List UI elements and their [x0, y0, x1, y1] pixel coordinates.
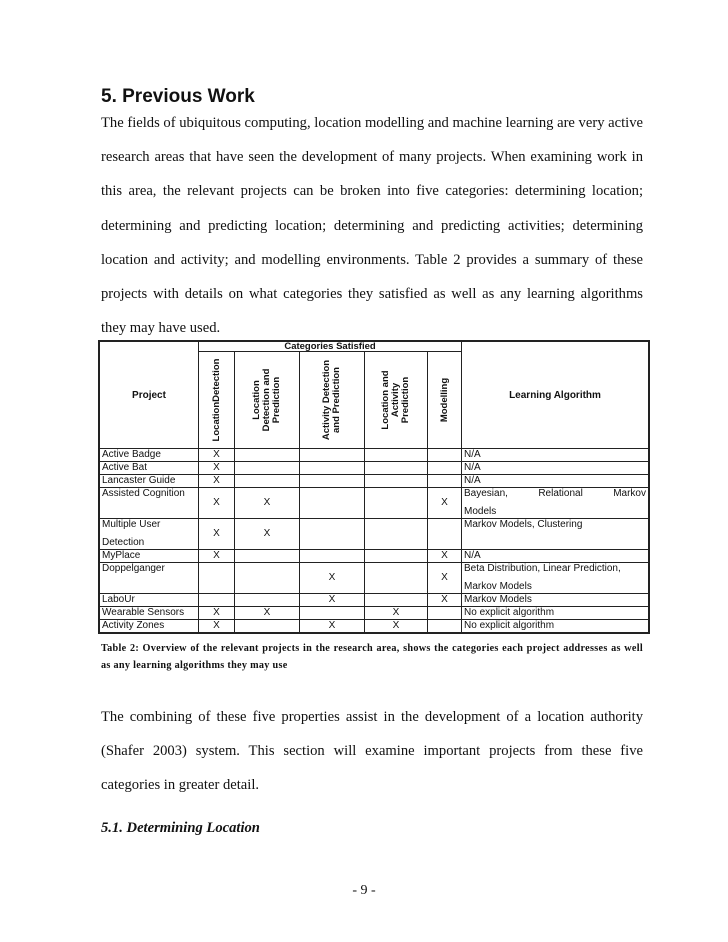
- mark-cell: [235, 462, 300, 475]
- algorithm-cell: N/A: [462, 449, 649, 462]
- summary-table: [99, 341, 649, 633]
- table-row: [100, 519, 649, 550]
- project-cell: Active Badge: [100, 449, 199, 462]
- second-paragraph: The combining of these five properties assist in the development of a location authority (Shafer 2003) system. This section will examine important projects from these five categories in greater detail.: [101, 709, 643, 794]
- table-row: [100, 594, 649, 607]
- mark-cell: X: [199, 519, 235, 550]
- mark-cell: X: [300, 594, 365, 607]
- mark-cell: [428, 607, 462, 620]
- mark-cell: [428, 519, 462, 550]
- location-detection-header: LocationDetection: [199, 352, 235, 449]
- algorithm-cell: Beta Distribution, Linear Prediction, Markov Models: [462, 563, 649, 594]
- mark-cell: X: [300, 563, 365, 594]
- algorithm-cell: N/A: [462, 462, 649, 475]
- mark-cell: X: [428, 550, 462, 563]
- mark-cell: X: [300, 620, 365, 633]
- mark-cell: X: [199, 475, 235, 488]
- project-cell: MyPlace: [100, 550, 199, 563]
- mark-cell: [300, 519, 365, 550]
- project-cell: Active Bat: [100, 462, 199, 475]
- algorithm-cell: Bayesian, Relational Markov Models: [462, 488, 649, 519]
- algorithm-cell: N/A: [462, 475, 649, 488]
- mark-cell: [300, 488, 365, 519]
- mark-cell: [235, 563, 300, 594]
- activity-prediction-header: Activity Detection and Prediction: [300, 352, 365, 449]
- intro-paragraph: The fields of ubiquitous computing, location modelling and machine learning are very active research areas that have seen the development of many projects. When examining work in this area, the relevant projects can be broken into five categories: determining location; determining and predicting location; determining and predicting activities; determining location and activity; and modelling environments. Table 2 provides a summary of these projects with details on what categories they satisfied as well as any learning algorithms they may have used.: [101, 115, 643, 337]
- mark-cell: [199, 594, 235, 607]
- mark-cell: [300, 550, 365, 563]
- algorithm-cell: Markov Models, Clustering: [462, 519, 649, 550]
- location-activity-header: Location and Activity Prediction: [365, 352, 428, 449]
- table-row: [100, 488, 649, 519]
- mark-cell: [365, 519, 428, 550]
- mark-cell: [428, 462, 462, 475]
- mark-cell: X: [428, 594, 462, 607]
- mark-cell: X: [199, 488, 235, 519]
- algorithm-cell: No explicit algorithm: [462, 607, 649, 620]
- mark-cell: [365, 462, 428, 475]
- mark-cell: X: [365, 607, 428, 620]
- project-column-header: Project: [100, 342, 199, 449]
- table-row: [100, 475, 649, 488]
- table-caption: Table 2: Overview of the relevant projects in the research area, shows the categories each project addresses as well as any learning algorithms they may use: [101, 643, 643, 671]
- mark-cell: [365, 488, 428, 519]
- mark-cell: [300, 607, 365, 620]
- table-row: [100, 550, 649, 563]
- mark-cell: X: [199, 620, 235, 633]
- mark-cell: [428, 449, 462, 462]
- table-row: [100, 449, 649, 462]
- mark-cell: [365, 550, 428, 563]
- mark-cell: [365, 449, 428, 462]
- mark-cell: [235, 449, 300, 462]
- mark-cell: [199, 563, 235, 594]
- project-cell: Doppelganger: [100, 563, 199, 594]
- mark-cell: X: [365, 620, 428, 633]
- page-number: - 9 -: [352, 883, 376, 898]
- mark-cell: X: [428, 488, 462, 519]
- mark-cell: X: [235, 488, 300, 519]
- mark-cell: [235, 550, 300, 563]
- modelling-header: Modelling: [428, 352, 462, 449]
- algorithm-cell: Markov Models: [462, 594, 649, 607]
- project-cell: Lancaster Guide: [100, 475, 199, 488]
- algorithm-cell: N/A: [462, 550, 649, 563]
- table-row: [100, 620, 649, 633]
- mark-cell: [300, 475, 365, 488]
- mark-cell: [428, 620, 462, 633]
- mark-cell: X: [199, 449, 235, 462]
- algorithm-cell: No explicit algorithm: [462, 620, 649, 633]
- mark-cell: X: [199, 607, 235, 620]
- mark-cell: X: [428, 563, 462, 594]
- categories-satisfied-header: Categories Satisfied: [199, 342, 462, 352]
- mark-cell: X: [199, 550, 235, 563]
- mark-cell: [235, 620, 300, 633]
- mark-cell: X: [199, 462, 235, 475]
- project-cell: Wearable Sensors: [100, 607, 199, 620]
- project-cell: Activity Zones: [100, 620, 199, 633]
- mark-cell: [235, 594, 300, 607]
- mark-cell: [235, 475, 300, 488]
- location-prediction-header: Location Detection and Prediction: [235, 352, 300, 449]
- mark-cell: X: [235, 519, 300, 550]
- mark-cell: [428, 475, 462, 488]
- project-cell: Multiple User Detection: [100, 519, 199, 550]
- section-heading: 5. Previous Work: [101, 86, 255, 107]
- table-row: [100, 607, 649, 620]
- mark-cell: [300, 449, 365, 462]
- mark-cell: [365, 475, 428, 488]
- mark-cell: [365, 594, 428, 607]
- mark-cell: [365, 563, 428, 594]
- project-cell: LaboUr: [100, 594, 199, 607]
- mark-cell: X: [235, 607, 300, 620]
- mark-cell: [300, 462, 365, 475]
- project-cell: Assisted Cognition: [100, 488, 199, 519]
- table-row: [100, 563, 649, 594]
- subsection-heading: 5.1. Determining Location: [101, 820, 260, 836]
- learning-algorithm-header: Learning Algorithm: [462, 342, 649, 449]
- table-row: [100, 462, 649, 475]
